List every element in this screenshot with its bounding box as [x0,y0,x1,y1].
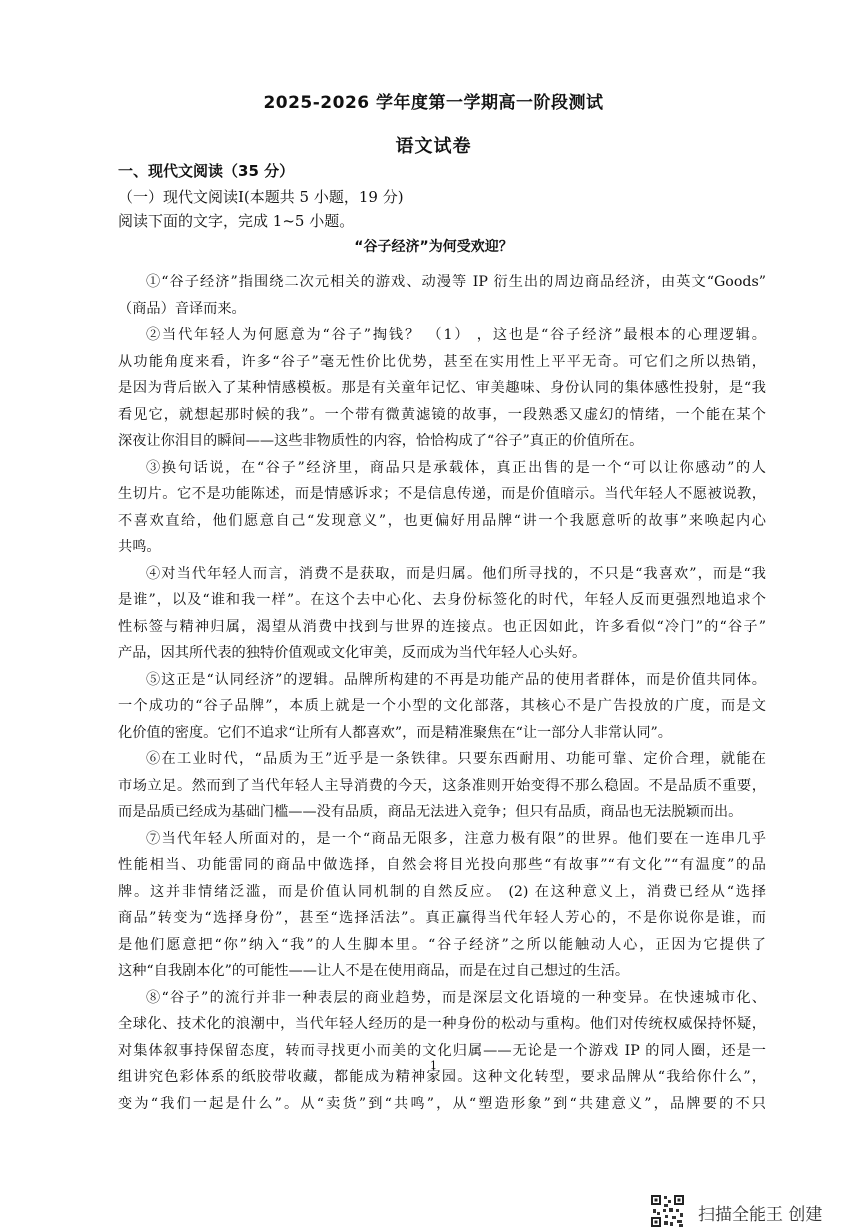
article-line: 一个成功的“谷子品牌”，本质上就是一个小型的文化部落，其核心不是广告投放的广度，而是文 [118,698,766,714]
article-line: 是谁”，以及“谁和我一样”。在这个去中心化、去身份标签化的时代，年轻人反而更强烈地追求个 [118,592,766,608]
article-line: 商品”转变为“选择身份”，甚至“选择活法”。真正赢得当代年轻人芳心的，不是你说你是谁，而 [118,910,766,926]
article-line: 不喜欢直给，他们愿意自己“发现意义”，也更偏好用品牌“讲一个我愿意听的故事”来唤起内心 [118,512,766,529]
article-line: 产品，因其所代表的独特价值观或文化审美，反而成为当代年轻人心头好。 [118,645,587,661]
article-line: 深夜让你泪目的瞬间——这些非物质性的内容，恰恰构成了“谷子”真正的价值所在。 [118,433,644,449]
qr-code-icon [650,1194,685,1228]
article-line: 对集体叙事持保留态度，转而寻找更小而美的文化归属——无论是一个游戏 IP 的同人圈，还是一 [118,1042,766,1059]
article-line: ③换句话说，在“谷子”经济里，商品只是承载体，真正出售的是一个“可以让你感动”的人 [146,459,766,476]
article-line: 化价值的密度。它们不追求“让所有人都喜欢”，而是精准聚焦在“让一部分人非常认同”。 [118,724,672,741]
article-line: ⑦当代年轻人所面对的，是一个“商品无限多，注意力极有限”的世界。他们要在一连串几乎 [146,830,766,847]
exam-title: 2025-2026 学年度第一学期高一阶段测试 [263,93,604,113]
article-line: 牌。这并非情绪泛滥，而是价值认同机制的自然反应。 (2) 在这种意义上，消费已经从“选择 [118,883,766,900]
reading-instruction: 阅读下面的文字，完成 1~5 小题。 [118,212,355,230]
article-line: 从功能角度来看，许多“谷子”毫无性价比优势，甚至在实用性上平平无奇。可它们之所以热销， [118,353,766,370]
section-heading: 一、现代文阅读（35 分） [118,162,295,180]
article-line: ④对当代年轻人而言，消费不是获取，而是归属。他们所寻找的，不只是“我喜欢”，而是“我 [146,565,766,582]
article-line: 全球化、技术化的浪潮中，当代年轻人经历的是一种身份的松动与重构。他们对传统权威保持怀疑， [118,1016,766,1032]
article-line: 这种“自我剧本化”的可能性——让人不是在使用商品，而是在过自己想过的生活。 [118,963,630,979]
article-line: 是因为背后嵌入了某种情感模板。那是有关童年记忆、审美趣味、身份认同的集体感性投射，是“我 [118,380,766,396]
article-line: 看见它，就想起那时候的我”。一个带有微黄滤镜的故事，一段熟悉又虚幻的情绪，一个能在某个 [118,406,766,423]
scanner-watermark [650,1194,860,1228]
article-line: 变为“我们一起是什么”。从“卖货”到“共鸣”，从“塑造形象”到“共建意义”，品牌要的不只 [118,1095,766,1112]
article-line: ⑤这正是“认同经济”的逻辑。品牌所构建的不再是功能产品的使用者群体，而是价值共同体。 [146,671,766,688]
article-title: “谷子经济”为何受欢迎？ [354,239,513,255]
article-line: ⑧“谷子”的流行并非一种表层的商业趋势，而是深层文化语境的一种变异。在快速城市化、 [146,989,766,1006]
article-line: 而是品质已经成为基础门槛——没有品质，商品无法进入竞争；但只有品质，商品也无法脱颖而出。 [118,804,743,820]
article-line: （商品）音译而来。 [118,300,246,317]
article-line: 性能相当、功能雷同的商品中做选择，自然会将目光投向那些“有故事”“有文化”“有温度”的品 [118,857,766,873]
article-line: 组讲究色彩体系的纸胶带收藏，都能成为精神家园。这种文化转型，要求品牌从“我给你什么”， [118,1069,766,1085]
article-line: 市场立足。然而到了当代年轻人主导消费的今天，这条准则开始变得不那么稳固。不是品质不重要， [118,777,766,794]
article-line: 共鸣。 [118,539,161,555]
article-line: ①“谷子经济”指围绕二次元相关的游戏、动漫等 IP 衍生出的周边商品经济，由英文“Goods” [146,274,766,290]
watermark-text: 扫描全能王 创建 [698,1205,823,1225]
section-sub-heading: （一）现代文阅读Ⅰ(本题共 5 小题，19 分) [118,188,404,206]
page-number: 1 [430,1059,437,1072]
article-line: ⑥在工业时代，“品质为王”近乎是一条铁律。只要东西耐用、功能可靠、定价合理，就能在 [146,751,766,767]
article-line: 生切片。它不是功能陈述，而是情感诉求；不是信息传递，而是价值暗示。当代年轻人不愿被说教， [118,486,766,502]
article-line: 是他们愿意把“你”纳入“我”的人生脚本里。“谷子经济”之所以能触动人心，正因为它提供了 [118,936,766,953]
article-line: 性标签与精神归属，渴望从消费中找到与世界的连接点。也正因如此，许多看似“冷门”的“谷子” [118,618,766,635]
article-line: ②当代年轻人为何愿意为“谷子”掏钱？ （1） ，这也是“谷子经济”最根本的心理逻辑。 [146,327,766,343]
exam-subtitle: 语文试卷 [395,136,472,157]
